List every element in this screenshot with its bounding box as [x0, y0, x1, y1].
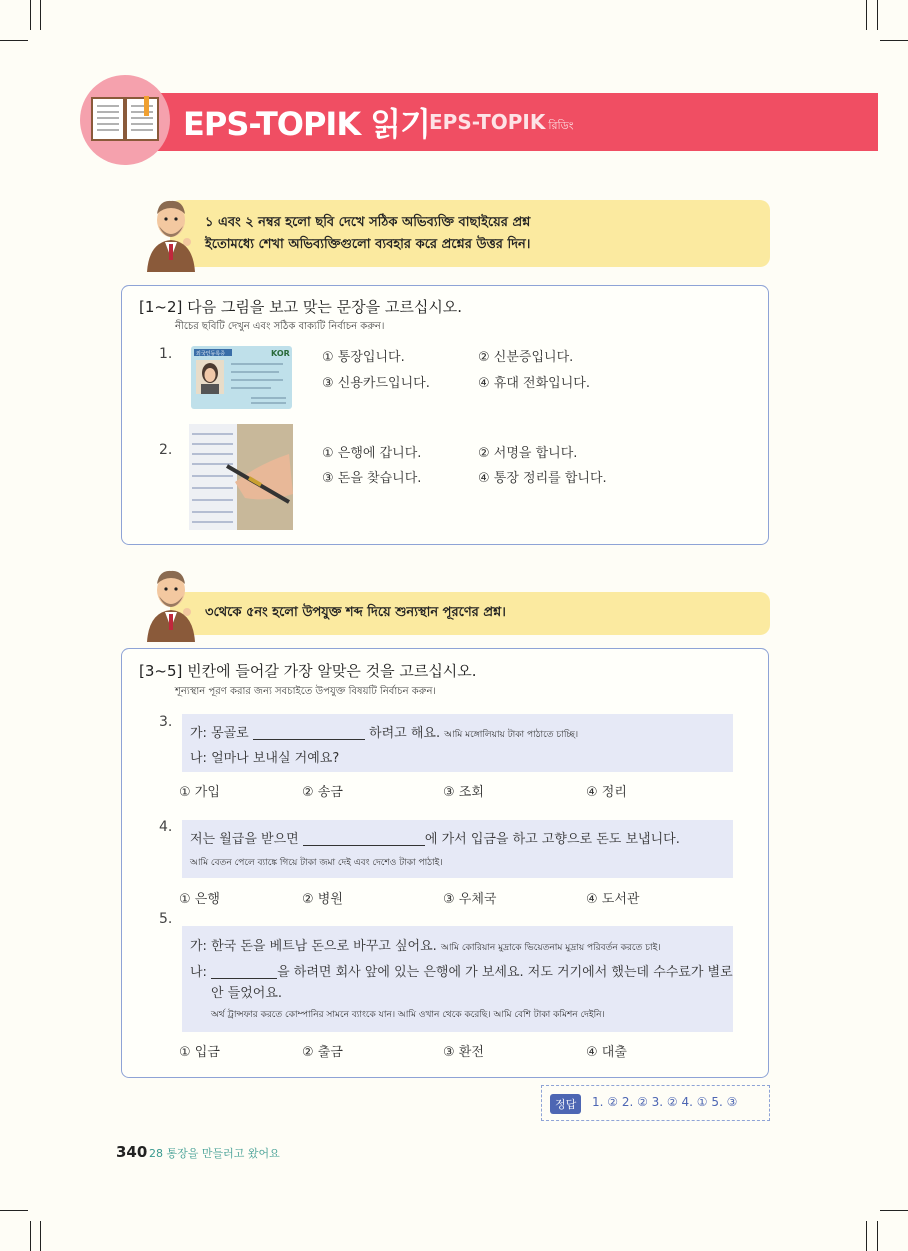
dialogue-5-translation: অর্থ ট্রান্সফার করতে কোম্পানির সামনে ব্যাংকে যান। আমি ওখান থেকে করেছি। আমি বেশি টাকা কমিশন দেইনি। [211, 1010, 605, 1020]
answer-key-text: 1. ② 2. ② 3. ② 4. ① 5. ③ [592, 1095, 738, 1109]
question-number: 1. [159, 346, 173, 362]
tip-2-line-1: ৩থেকে ৫নং হলো উপযুক্ত শব্দ দিয়ে শুন্যস্থান পূরণের প্রশ্ন। [205, 605, 506, 620]
option-2-1[interactable]: ① 은행에 갑니다. [322, 446, 422, 461]
blank[interactable] [211, 966, 277, 979]
tip-1-line-1: ১ এবং ২ নম্বর হলো ছবি দেখে সঠিক অভিব্যক্তি বাছাইয়ের প্রশ্ন [205, 215, 531, 230]
page-subtitle: EPS-TOPIK রিডিং [429, 110, 574, 134]
crop-mark [880, 1210, 908, 1211]
option-2-3[interactable]: ③ 돈을 찾습니다. [322, 471, 422, 486]
crop-mark [0, 40, 28, 41]
option-3-3[interactable]: ③ 조회 [443, 785, 484, 800]
option-2-2[interactable]: ② 서명을 합니다. [478, 446, 578, 461]
id-card-country: KOR [271, 349, 290, 358]
dialogue-5-line-3: 안 들었어요. [211, 986, 283, 1001]
crop-mark [866, 0, 867, 30]
crop-mark [40, 0, 41, 30]
crop-mark [877, 0, 878, 30]
option-4-1[interactable]: ① 은행 [179, 892, 220, 907]
option-3-4[interactable]: ④ 정리 [586, 785, 627, 800]
id-card-header: 외국인등록증 [196, 351, 225, 357]
id-card-image [191, 346, 292, 409]
question-number: 5. [159, 911, 173, 927]
crop-mark [0, 1210, 28, 1211]
page-number: 340 [116, 1143, 148, 1161]
blank[interactable] [303, 833, 425, 846]
section-2-subheading: শূন্যস্থান পূরণ করার জন্য সবচাইতে উপযুক্ত বিষয়টি নির্বাচন করুন। [175, 686, 437, 697]
option-4-4[interactable]: ④ 도서관 [586, 892, 640, 907]
section-1-subheading: নীচের ছবিটি দেখুন এবং সঠিক বাক্যটি নির্বাচন করুন। [175, 321, 385, 332]
option-3-2[interactable]: ② 송금 [302, 785, 343, 800]
question-number: 2. [159, 442, 173, 458]
dialogue-5-line-1: 가: 한국 돈을 베트남 돈으로 바꾸고 싶어요. আমি কোরিয়ান মুদ্রাকে ভিয়েতনাম মুদ্রায় পরিবর্তন করতে চাই। [190, 939, 661, 954]
signing-form-image [189, 424, 293, 530]
crop-mark [866, 1221, 867, 1251]
dialogue-4-translation: আমি বেতন পেলে ব্যাঙ্কে গিয়ে টাকা জমা দেই এবং দেশেও টাকা পাঠাই। [190, 858, 443, 868]
book-icon [90, 96, 160, 142]
question-number: 3. [159, 714, 173, 730]
crop-mark [30, 0, 31, 30]
option-2-4[interactable]: ④ 통장 정리를 합니다. [478, 471, 607, 486]
question-number: 4. [159, 819, 173, 835]
blank[interactable] [253, 727, 365, 740]
tip-1-line-2: ইতোমধ্যে শেখা অভিব্যক্তিগুলো ব্যবহার করে প্রশ্নের উত্তর দিন। [205, 237, 531, 252]
teacher-avatar [143, 566, 199, 642]
crop-mark [40, 1221, 41, 1251]
teacher-avatar [143, 196, 199, 272]
option-1-4[interactable]: ④ 휴대 전화입니다. [478, 376, 590, 391]
section-2-heading: [3~5] 빈칸에 들어갈 가장 알맞은 것을 고르십시오. [139, 662, 477, 680]
option-1-2[interactable]: ② 신분증입니다. [478, 350, 574, 365]
chapter-title: 28 통장을 만들러고 왔어요 [149, 1147, 280, 1160]
dialogue-3-line-1: 가: 몽골로 하려고 해요. আমি মঙ্গোলিয়ায় টাকা পাঠাতে চাচ্ছি। [190, 726, 579, 741]
option-1-1[interactable]: ① 통장입니다. [322, 350, 405, 365]
option-4-3[interactable]: ③ 우체국 [443, 892, 497, 907]
option-5-3[interactable]: ③ 환전 [443, 1045, 484, 1060]
option-5-2[interactable]: ② 출금 [302, 1045, 343, 1060]
section-1-heading: [1~2] 다음 그림을 보고 맞는 문장을 고르십시오. [139, 298, 463, 316]
option-5-4[interactable]: ④ 대출 [586, 1045, 627, 1060]
page-title: EPS-TOPIK 읽기 [183, 105, 431, 143]
option-5-1[interactable]: ① 입금 [179, 1045, 220, 1060]
option-1-3[interactable]: ③ 신용카드입니다. [322, 376, 430, 391]
crop-mark [877, 1221, 878, 1251]
crop-mark [30, 1221, 31, 1251]
option-4-2[interactable]: ② 병원 [302, 892, 343, 907]
option-3-1[interactable]: ① 가입 [179, 785, 220, 800]
dialogue-4-line-1: 저는 월급을 받으면 에 가서 입금을 하고 고향으로 돈도 보냅니다. [190, 832, 680, 847]
answer-key-label: 정답 [550, 1094, 581, 1114]
crop-mark [880, 40, 908, 41]
dialogue-5-line-2: 나: 을 하려면 회사 앞에 있는 은행에 가 보세요. 저도 거기에서 했는데 수수료가 별로 [190, 965, 733, 980]
dialogue-3-line-2: 나: 얼마나 보내실 거예요? [190, 751, 340, 766]
